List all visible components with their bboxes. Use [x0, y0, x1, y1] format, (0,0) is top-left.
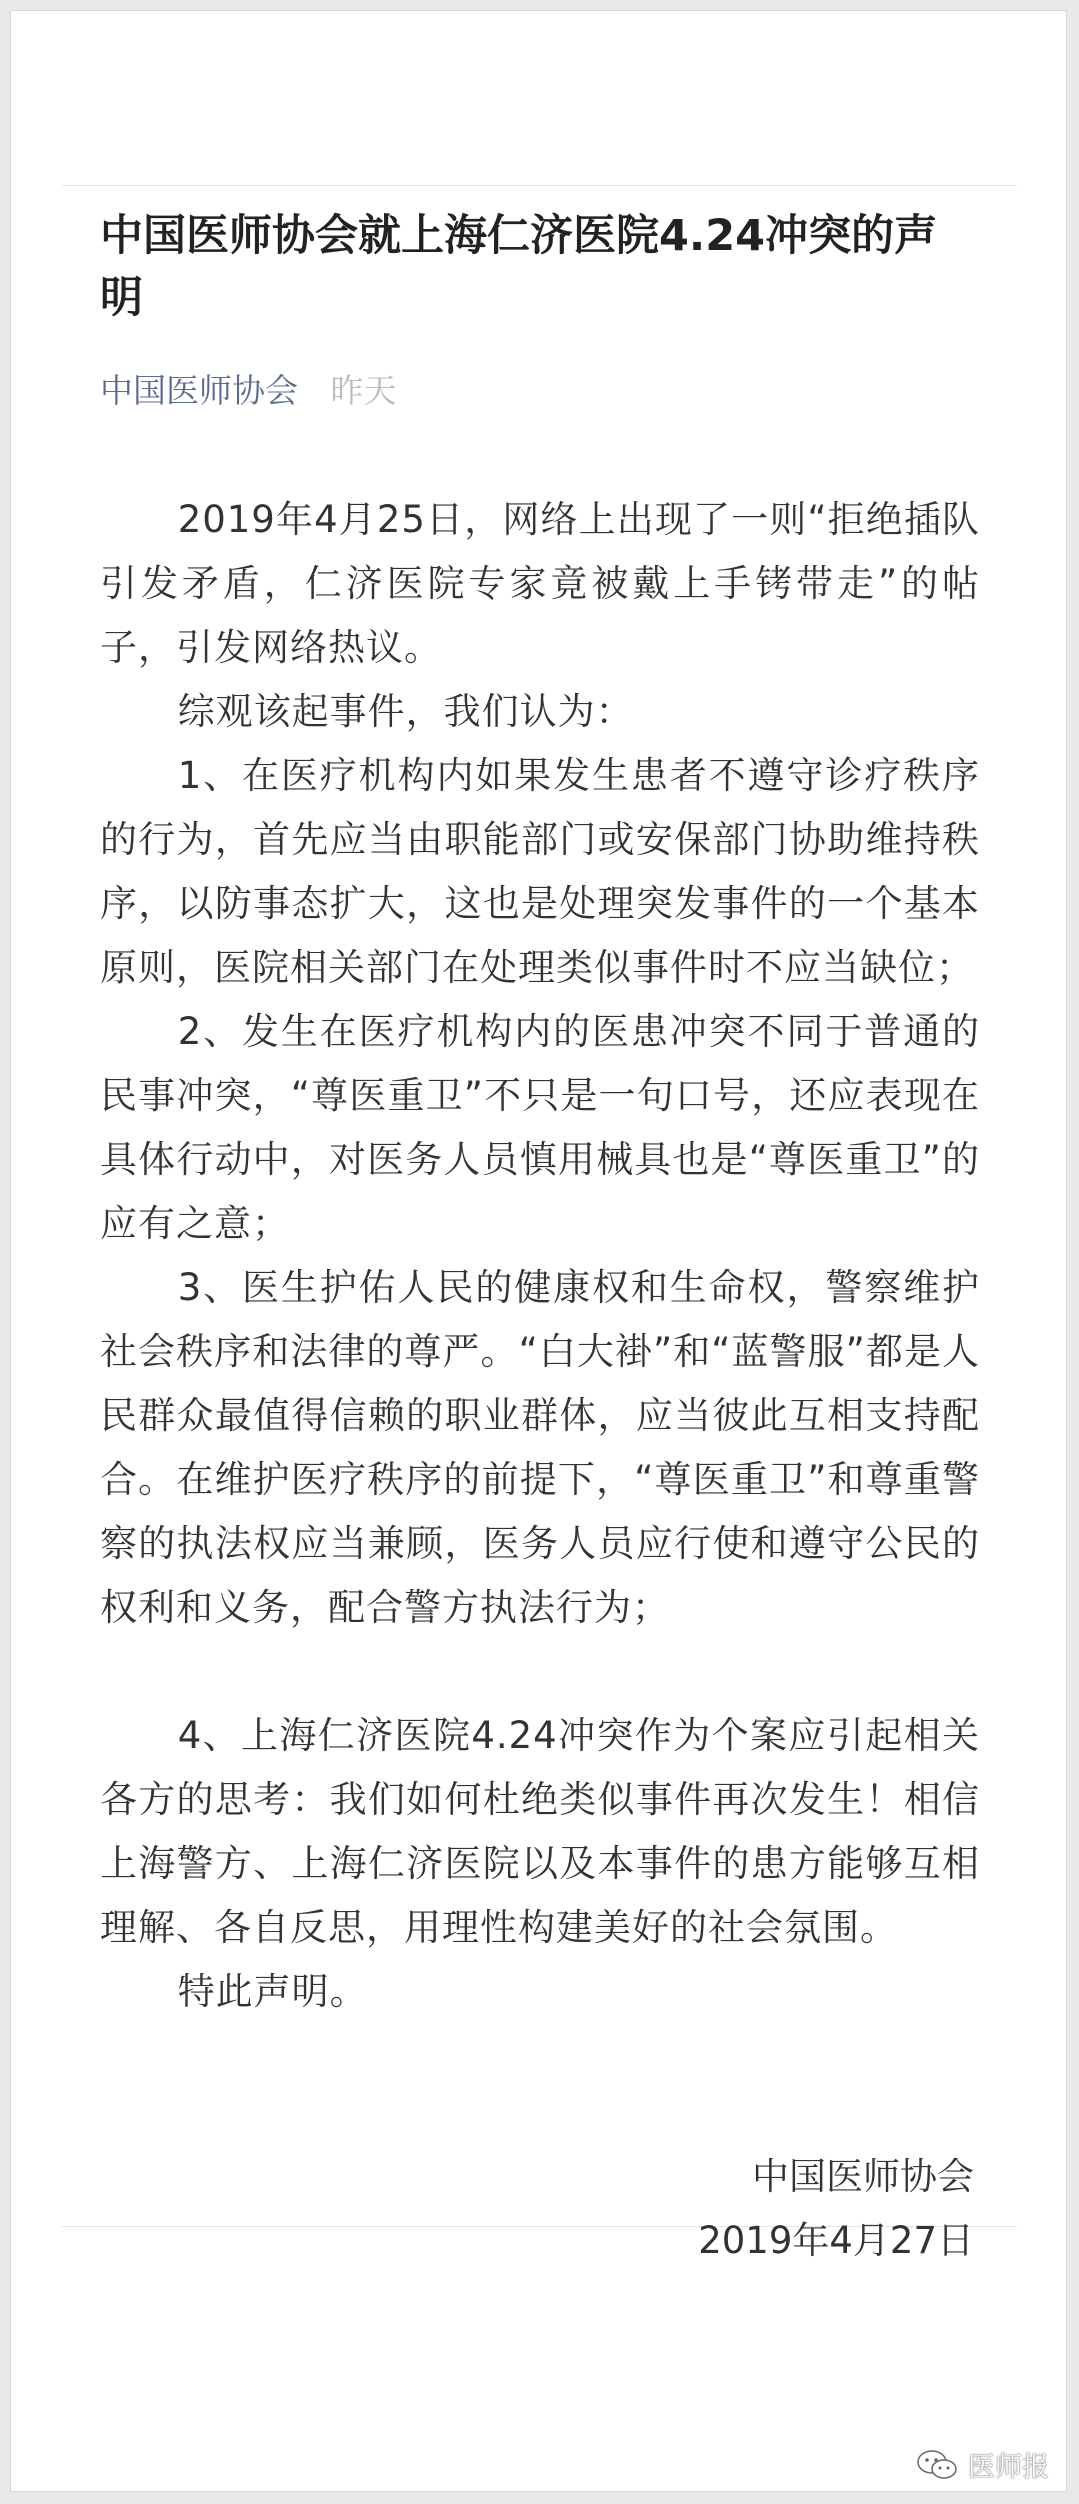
watermark	[916, 2445, 1049, 2484]
paragraph: 3、医生护佑人民的健康权和生命权，警察维护社会秩序和法律的尊严。“白大褂”和“蓝警服”都是人民群众最值得信赖的职业群体，应当彼此互相支持配合。在维护医疗秩序的前提下，“尊医重卫”和尊重警察的执法权应当兼顾，医务人员应行使和遵守公民的权利和义务，配合警方执法行为；	[100, 1266, 980, 1629]
account-name-link[interactable]: 中国医师协会	[100, 371, 298, 410]
signature-date: 2019年4月27日	[698, 2219, 974, 2262]
paragraph: 综观该起事件，我们认为：	[177, 690, 634, 733]
paragraph: 4、上海仁济医院4.24冲突作为个案应引起相关各方的思考：我们如何杜绝类似事件再次发生！相信上海警方、上海仁济医院以及本事件的患方能够互相理解、各自反思，用理性构建美好的社会氛围。	[100, 1714, 980, 1949]
article-meta	[100, 365, 397, 412]
paragraph: 特此声明。	[177, 1970, 368, 2013]
article-title: 中国医师协会就上海仁济医院4.24冲突的声明	[100, 211, 938, 323]
signature-org: 中国医师协会	[752, 2155, 974, 2198]
wechat-icon	[916, 2448, 960, 2482]
watermark-label: 医师报	[968, 2452, 1049, 2483]
publish-date: 昨天	[330, 371, 397, 410]
article-body	[100, 488, 980, 2024]
paragraph: 1、在医疗机构内如果发生患者不遵守诊疗秩序的行为，首先应当由职能部门或安保部门协助维持秩序，以防事态扩大，这也是处理突发事件的一个基本原则，医院相关部门在处理类似事件时不应当缺位；	[100, 754, 980, 989]
signature-block	[698, 2145, 974, 2273]
paragraph: 2、发生在医疗机构内的医患冲突不同于普通的民事冲突，“尊医重卫”不只是一句口号，还应表现在具体行动中，对医务人员慎用械具也是“尊医重卫”的应有之意；	[100, 1010, 980, 1245]
paragraph: 2019年4月25日，网络上出现了一则“拒绝插队引发矛盾，仁济医院专家竟被戴上手铐带走”的帖子，引发网络热议。	[100, 498, 980, 669]
